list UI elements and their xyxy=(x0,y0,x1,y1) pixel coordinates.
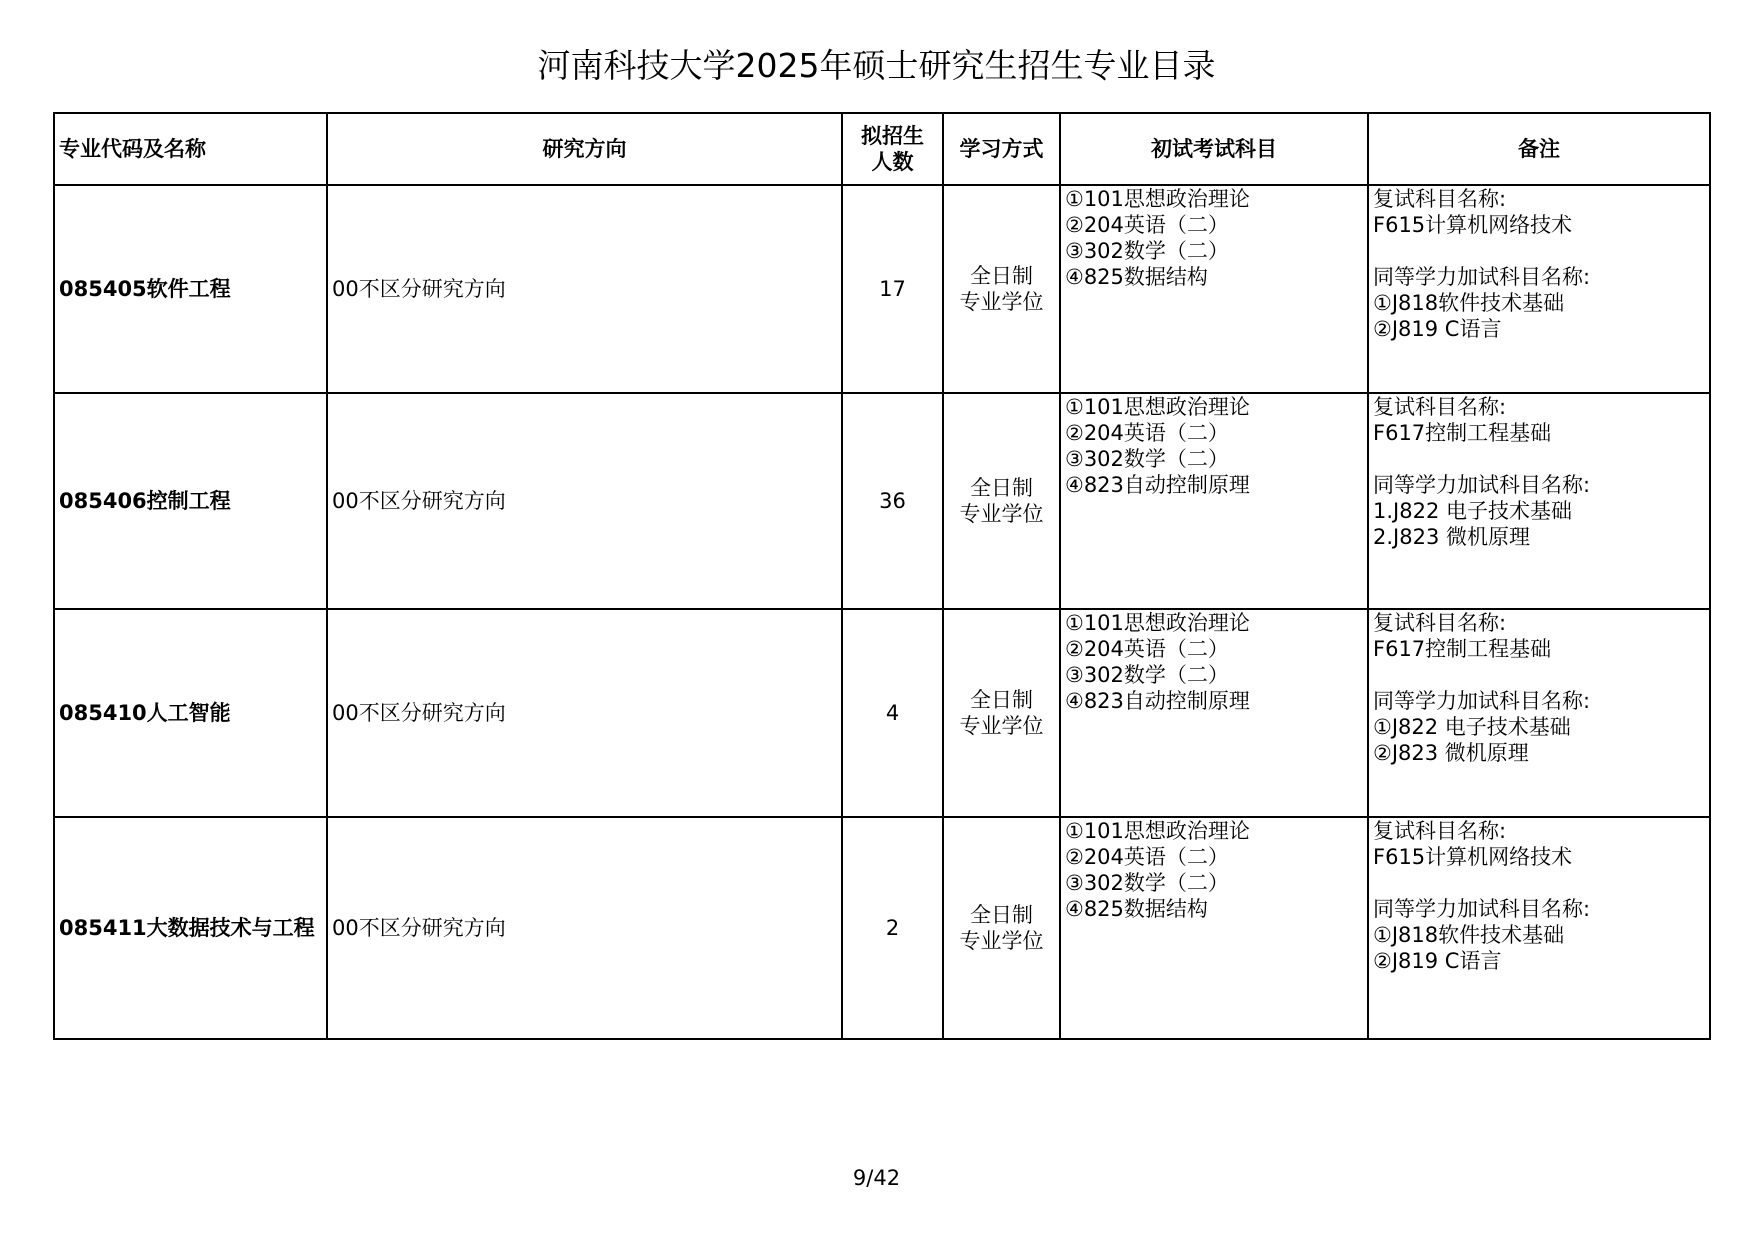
major-code-name: 085410人工智能 xyxy=(54,609,327,817)
extra-exam-label: 同等学力加试科目名称: xyxy=(1373,897,1591,921)
remarks xyxy=(1368,185,1710,393)
extra-exam-label: 同等学力加试科目名称: xyxy=(1373,473,1591,497)
header-code: 专业代码及名称 xyxy=(54,113,327,185)
exam-subjects xyxy=(1060,609,1368,817)
exam-subject: ②204英语（二） xyxy=(1065,213,1229,237)
header-notes: 备注 xyxy=(1368,113,1710,185)
header-exam: 初试考试科目 xyxy=(1060,113,1368,185)
retest-subject: F615计算机网络技术 xyxy=(1373,845,1573,869)
extra-exam-subject: 1.J822 电子技术基础 xyxy=(1373,499,1572,523)
extra-exam-subject: ①J822 电子技术基础 xyxy=(1373,715,1571,739)
exam-subject: ③302数学（二） xyxy=(1065,239,1229,263)
exam-subject: ④823自动控制原理 xyxy=(1065,689,1250,713)
exam-subject: ③302数学（二） xyxy=(1065,871,1229,895)
study-mode: 全日制 专业学位 xyxy=(943,609,1060,817)
exam-subject: ③302数学（二） xyxy=(1065,663,1229,687)
header-row xyxy=(54,113,1710,185)
exam-subject: ②204英语（二） xyxy=(1065,845,1229,869)
remark-spacer xyxy=(1373,662,1705,688)
retest-label: 复试科目名称: xyxy=(1373,819,1507,843)
table-row xyxy=(54,185,1710,393)
extra-exam-subject: ②J819 C语言 xyxy=(1373,317,1502,341)
extra-exam-subject: ①J818软件技术基础 xyxy=(1373,923,1565,947)
extra-exam-subject: ②J823 微机原理 xyxy=(1373,741,1529,765)
exam-subjects xyxy=(1060,817,1368,1039)
catalog-table xyxy=(53,112,1711,1040)
retest-label: 复试科目名称: xyxy=(1373,611,1507,635)
remarks xyxy=(1368,817,1710,1039)
remark-spacer xyxy=(1373,238,1705,264)
exam-subject: ②204英语（二） xyxy=(1065,637,1229,661)
retest-label: 复试科目名称: xyxy=(1373,395,1507,419)
exam-subject: ①101思想政治理论 xyxy=(1065,187,1250,211)
page-number: 9/42 xyxy=(852,1166,901,1190)
retest-subject: F617控制工程基础 xyxy=(1373,637,1552,661)
remark-spacer xyxy=(1373,446,1705,472)
extra-exam-subject: 2.J823 微机原理 xyxy=(1373,525,1530,549)
extra-exam-subject: ①J818软件技术基础 xyxy=(1373,291,1565,315)
page-title: 河南科技大学2025年硕士研究生招生专业目录 xyxy=(537,46,1216,85)
study-mode: 全日制 专业学位 xyxy=(943,393,1060,609)
exam-subject: ④823自动控制原理 xyxy=(1065,473,1250,497)
research-direction: 00不区分研究方向 xyxy=(327,393,842,609)
header-direction: 研究方向 xyxy=(327,113,842,185)
header-mode: 学习方式 xyxy=(943,113,1060,185)
header-quota: 拟招生 人数 xyxy=(842,113,943,185)
enrollment-quota: 2 xyxy=(842,817,943,1039)
exam-subject: ②204英语（二） xyxy=(1065,421,1229,445)
exam-subject: ①101思想政治理论 xyxy=(1065,819,1250,843)
exam-subjects xyxy=(1060,393,1368,609)
major-code-name: 085405软件工程 xyxy=(54,185,327,393)
exam-subject: ④825数据结构 xyxy=(1065,897,1208,921)
extra-exam-label: 同等学力加试科目名称: xyxy=(1373,689,1591,713)
major-code-name: 085411大数据技术与工程 xyxy=(54,817,327,1039)
research-direction: 00不区分研究方向 xyxy=(327,609,842,817)
enrollment-quota: 17 xyxy=(842,185,943,393)
major-code-name: 085406控制工程 xyxy=(54,393,327,609)
table-row xyxy=(54,609,1710,817)
exam-subject: ①101思想政治理论 xyxy=(1065,611,1250,635)
research-direction: 00不区分研究方向 xyxy=(327,185,842,393)
retest-subject: F617控制工程基础 xyxy=(1373,421,1552,445)
enrollment-quota: 36 xyxy=(842,393,943,609)
study-mode: 全日制 专业学位 xyxy=(943,185,1060,393)
extra-exam-label: 同等学力加试科目名称: xyxy=(1373,265,1591,289)
extra-exam-subject: ②J819 C语言 xyxy=(1373,949,1502,973)
enrollment-quota: 4 xyxy=(842,609,943,817)
table-row xyxy=(54,393,1710,609)
exam-subject: ①101思想政治理论 xyxy=(1065,395,1250,419)
exam-subjects xyxy=(1060,185,1368,393)
research-direction: 00不区分研究方向 xyxy=(327,817,842,1039)
study-mode: 全日制 专业学位 xyxy=(943,817,1060,1039)
remarks xyxy=(1368,393,1710,609)
remark-spacer xyxy=(1373,870,1705,896)
exam-subject: ④825数据结构 xyxy=(1065,265,1208,289)
table-row xyxy=(54,817,1710,1039)
remarks xyxy=(1368,609,1710,817)
retest-subject: F615计算机网络技术 xyxy=(1373,213,1573,237)
retest-label: 复试科目名称: xyxy=(1373,187,1507,211)
exam-subject: ③302数学（二） xyxy=(1065,447,1229,471)
